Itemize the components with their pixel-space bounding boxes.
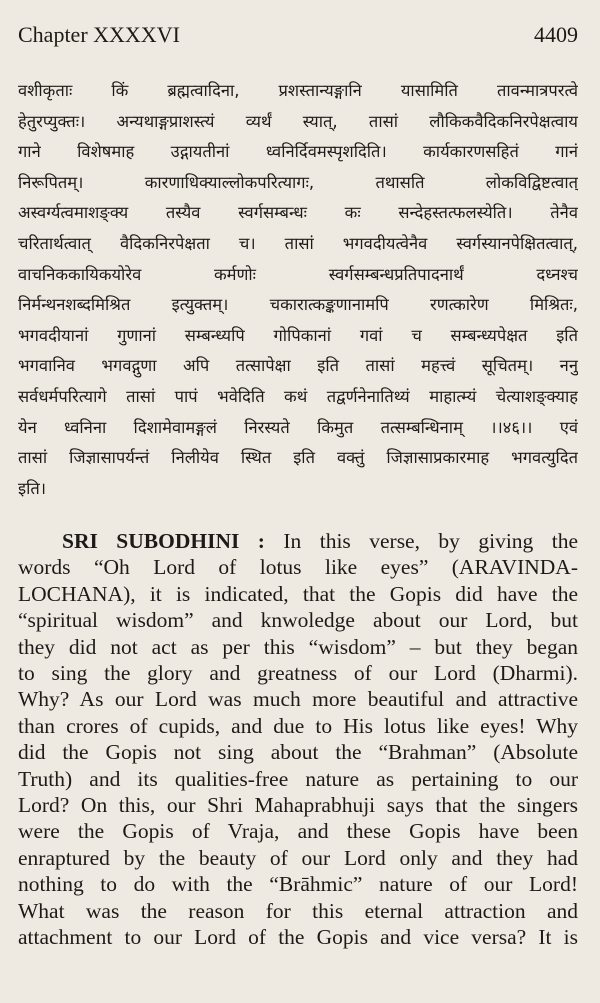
english-line: SRI SUBODHINI : In this verse, by giving the [62,529,578,553]
english-line: attachment to our Lord of the Gopis and vice versa? It is [18,925,578,950]
sanskrit-line: चरितार्थत्वात् वैदिकनिरपेक्षता च। तासां भगवदीयत्वेनैव स्वर्गस्यानपेक्षितत्वात्, [18,233,578,253]
sanskrit-line: हेतुरप्युक्तः। अन्यथाङ्गप्राशस्त्यं व्यर्थं स्यात्, तासां लौकिकवैदिकनिरपेक्षत्वाय [18,111,578,131]
sanskrit-line: येन ध्वनिना दिशामेवामङ्गलं निरस्यते किमुत तत्सम्बन्धिनाम् ।।४६।। एवं [18,417,578,437]
english-line: Lord? On this, our Shri Mahaprabhuji says that the singers [18,793,578,818]
english-line: to sing the glory and greatness of our Lord (Dharmi). [18,661,578,686]
english-line: Why? As our Lord was much more beautiful and attractive [18,687,578,712]
english-line: LOCHANA), it is indicated, that the Gopis did have the [18,581,578,606]
subodhini-heading: SRI SUBODHINI : [62,529,265,553]
chapter-title: Chapter XXXXVI [18,22,180,47]
english-line: enraptured by the beauty of our Lord only and they had [18,845,578,870]
page-number: 4409 [534,22,578,47]
sanskrit-line: अस्वर्ग्यत्वमाशङ्क्य तस्यैव स्वर्गसम्बन्धः कः सन्देहस्तत्फलस्येति। तेनैव [18,203,578,223]
running-header [18,22,578,48]
english-line: did the Gopis not sing about the “Brahman” (Absolute [18,740,578,765]
sanskrit-line: भगवदीयानां गुणानां सम्बन्ध्यपि गोपिकानां गवां च सम्बन्ध्यपेक्षत इति [18,325,578,345]
english-line: Truth) and its qualities-free nature as pertaining to our [18,766,578,791]
sanskrit-line: सर्वधर्मपरित्यागे तासां पापं भवेदिति कथं तद्वर्णनेनातिथ्यं माहात्म्यं चेत्याशङ्क्याह [18,386,578,406]
sanskrit-line: गाने विशेषमाह उद्गायतीनां ध्वनिर्दिवमस्पृशदिति। कार्यकारणसहितं गानं [18,142,578,162]
sanskrit-line: तासां जिज्ञासापर्यन्तं निलीयेव स्थित इति वक्तुं जिज्ञासाप्रकारमाह भगवत्युदित [18,448,578,468]
english-line: What was the reason for this eternal attraction and [18,898,578,923]
sanskrit-line: वशीकृताः किं ब्रह्मत्वादिना, प्रशस्तान्यङ्गानि यासामिति तावन्मात्रपरत्वे [18,81,578,100]
english-commentary [18,528,578,951]
english-line: were the Gopis of Vraja, and these Gopis have been [18,819,578,844]
sanskrit-line: इति। [18,478,47,498]
sanskrit-line: भगवानिव भगवद्गुणा अपि तत्सापेक्षा इति तासां महत्त्वं सूचितम्। ननु [18,356,578,376]
english-line: than crores of cupids, and due to His lotus like eyes! Why [18,713,578,738]
english-line: nothing to do with the “Brāhmic” nature of our Lord! [18,872,578,897]
english-line: words “Oh Lord of lotus like eyes” (ARAVINDA- [18,555,578,580]
english-line: they did not act as per this “wisdom” – but they began [18,634,578,659]
english-line: “spiritual wisdom” and knwoledge about our Lord, but [18,608,578,633]
sanskrit-line: निरूपितम्। कारणाधिक्याल्लोकपरित्यागः, तथासति लोकविद्विष्टत्वात् [18,172,578,192]
sanskrit-commentary [18,79,578,507]
sanskrit-line: वाचनिककायिकयोरेव कर्मणोः स्वर्गसम्बन्धप्रतिपादनार्थं दध्नश्च [18,264,578,284]
sanskrit-line: निर्मन्थनशब्दमिश्रित इत्युक्तम्। चकारात्कङ्कणानामपि रणत्कारेण मिश्रितः, [18,295,578,315]
